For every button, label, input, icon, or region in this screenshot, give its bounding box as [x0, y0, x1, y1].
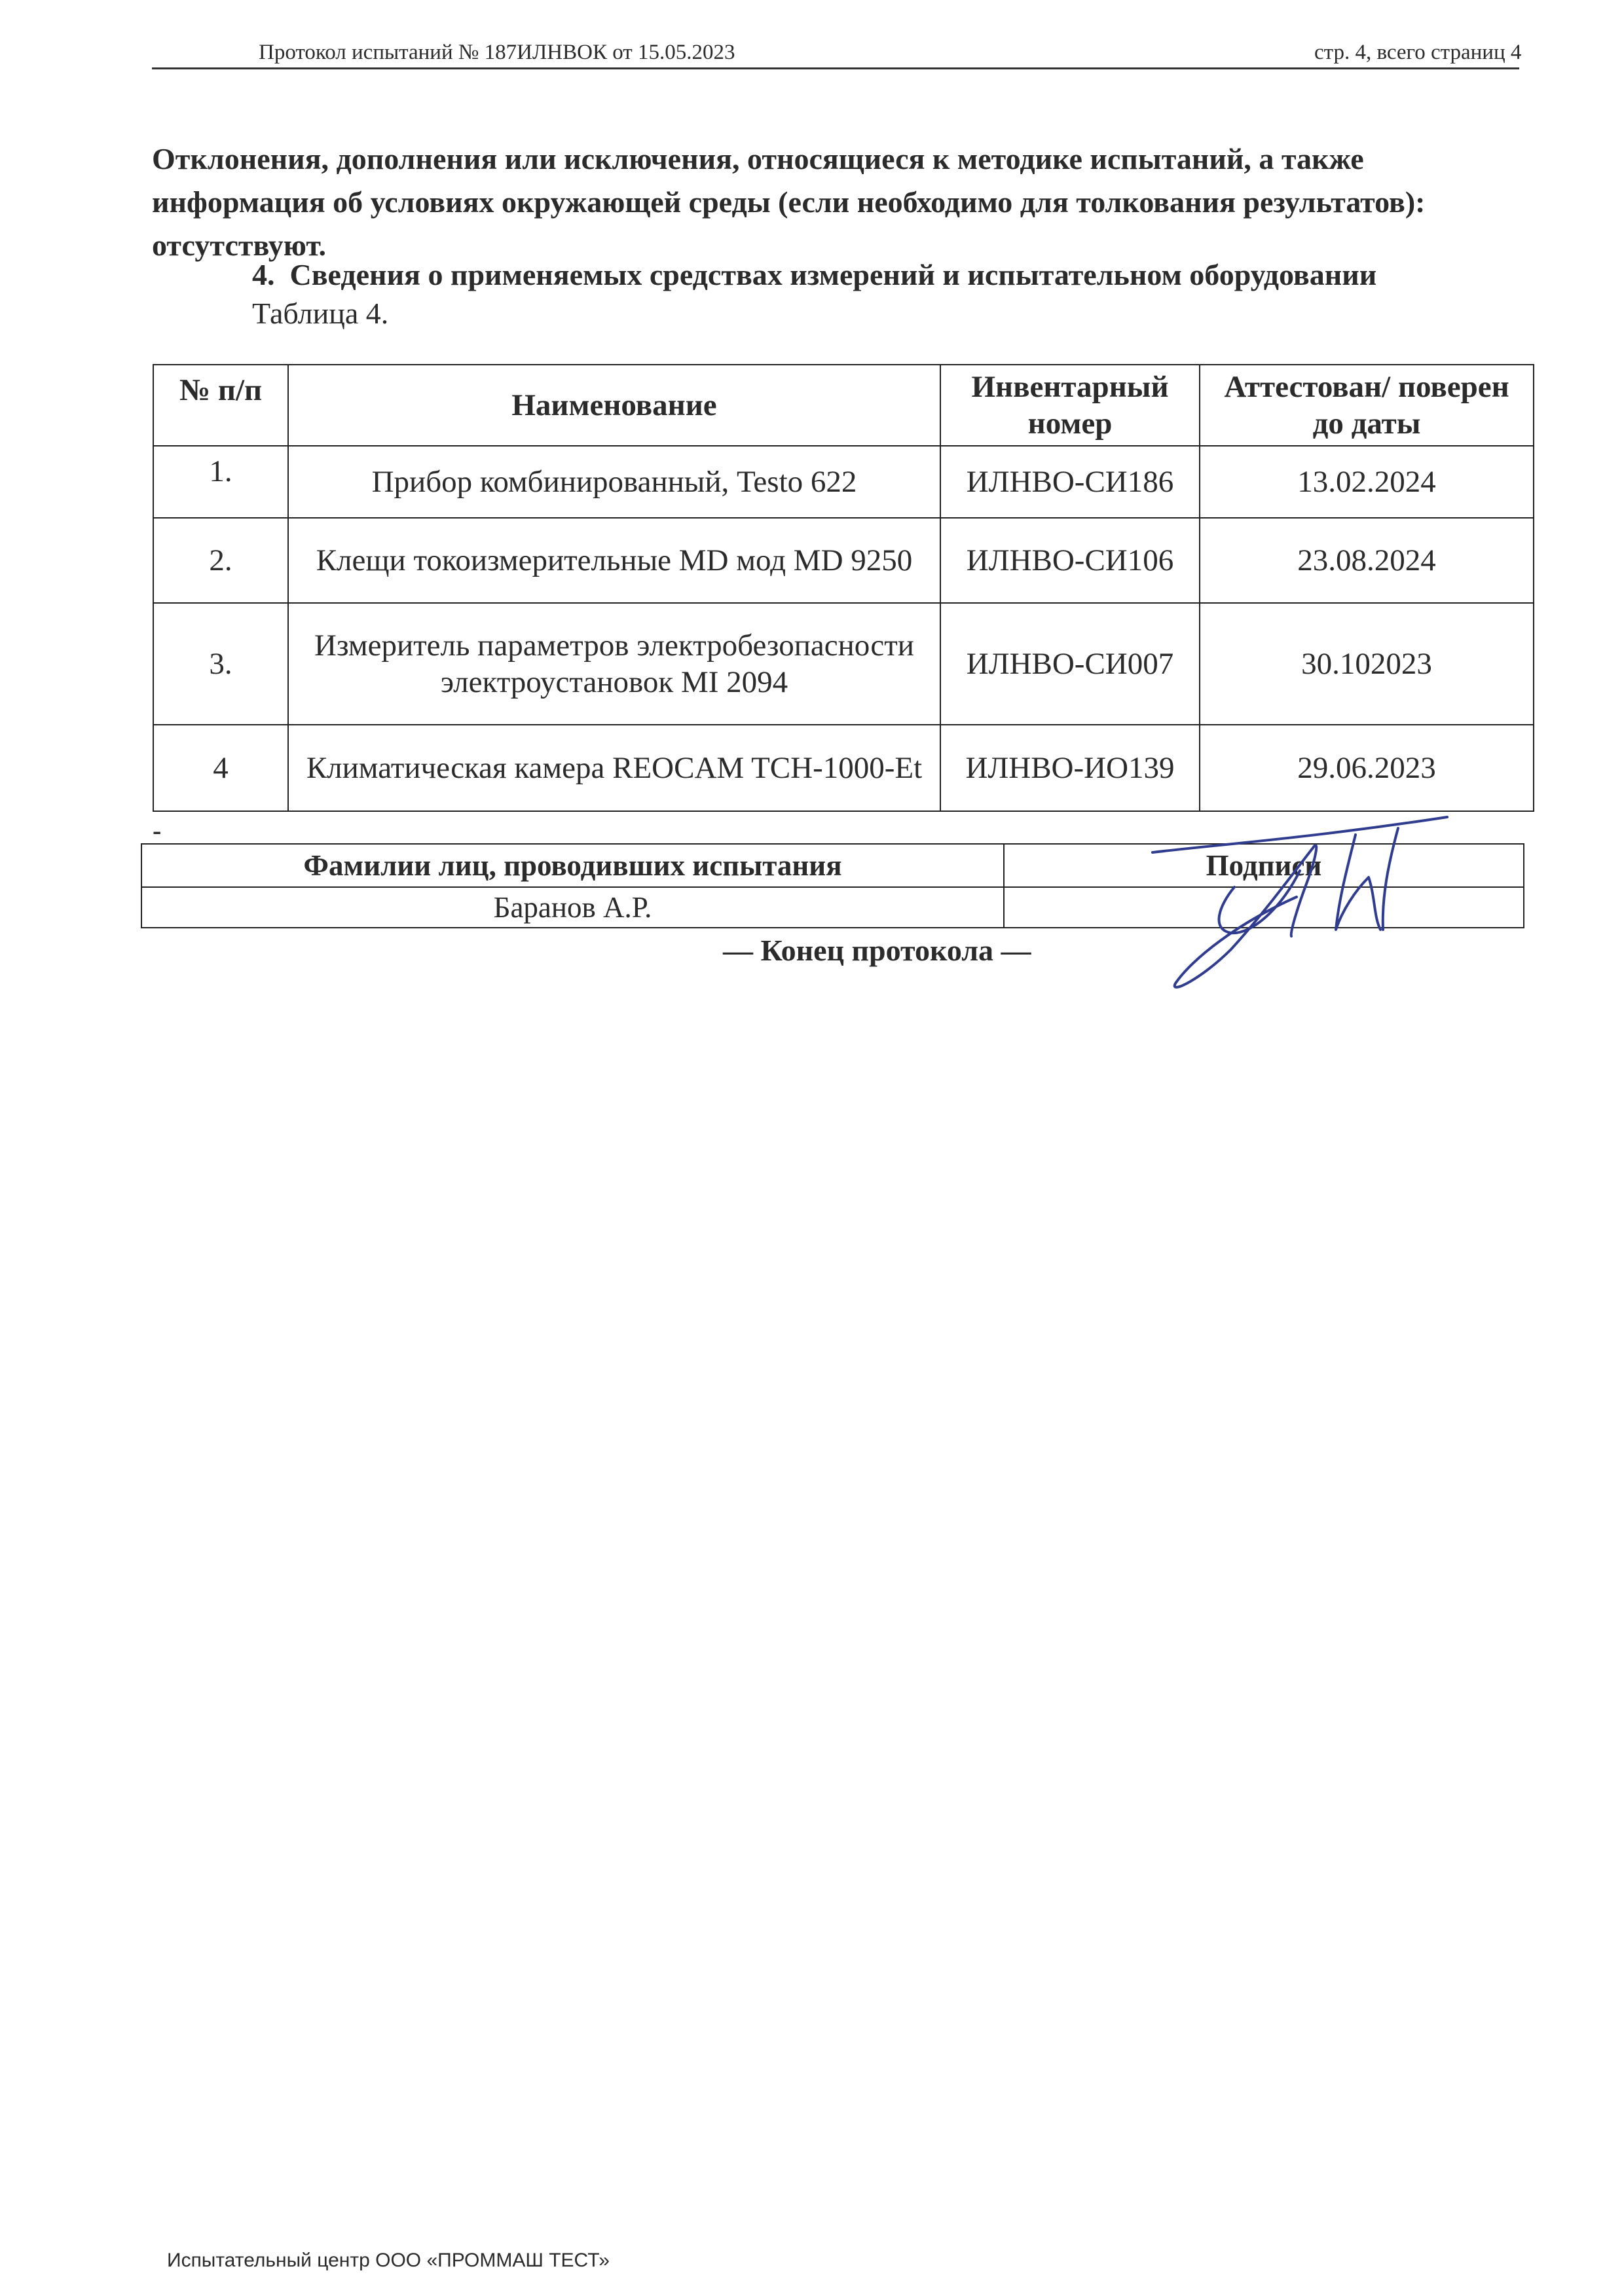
row-inventory: ИЛНВО-СИ007 [940, 603, 1200, 725]
handwritten-signature-icon [1139, 799, 1480, 995]
header-rule [152, 67, 1519, 69]
col-header-inventory: Инвентарный номер [940, 365, 1200, 446]
row-inventory: ИЛНВО-СИ186 [940, 446, 1200, 518]
section-4-heading [252, 257, 1376, 292]
page-counter: стр. 4, всего страниц 4 [1314, 41, 1522, 64]
col-header-num: № п/п [153, 365, 288, 446]
signature-stroke [1175, 845, 1316, 987]
end-of-protocol: — Конец протокола — [723, 934, 1031, 967]
row-num: 1. [153, 446, 288, 518]
row-date: 30.102023 [1200, 603, 1534, 725]
row-name: Прибор комбинированный, Testo 622 [288, 446, 940, 518]
signature-stroke [1336, 835, 1380, 930]
section-title: Сведения о применяемых средствах измерений и испытательном оборудовании [289, 258, 1377, 291]
col-header-signatures: Подписи [1004, 844, 1524, 887]
col-header-name: Наименование [288, 365, 940, 446]
section-number: 4. [252, 258, 275, 291]
row-date: 23.08.2024 [1200, 518, 1534, 603]
row-num: 4 [153, 725, 288, 811]
row-date: 13.02.2024 [1200, 446, 1534, 518]
row-name: Климатическая камера REOCAM TCH-1000-Et [288, 725, 940, 811]
table-row [153, 518, 1534, 603]
stray-dash: - [153, 816, 162, 845]
signature-stroke [1153, 817, 1447, 852]
row-inventory: ИЛНВО-ИО139 [940, 725, 1200, 811]
page-footer: Испытательный центр ООО «ПРОММАШ ТЕСТ» [167, 2250, 610, 2271]
protocol-header: Протокол испытаний № 187ИЛНВОК от 15.05.2023 [259, 41, 735, 64]
table-row [153, 603, 1534, 725]
row-date: 29.06.2023 [1200, 725, 1534, 811]
equipment-table [153, 364, 1534, 812]
tester-name: Баранов А.Р. [141, 887, 1004, 928]
row-num: 3. [153, 603, 288, 725]
col-header-date: Аттестован/ поверен до даты [1200, 365, 1534, 446]
col-header-names: Фамилии лиц, проводивших испытания [141, 844, 1004, 887]
table-caption: Таблица 4. [252, 297, 389, 330]
signature-stroke [1383, 828, 1398, 930]
row-num: 2. [153, 518, 288, 603]
table-header-row [153, 365, 1534, 446]
deviations-paragraph: Отклонения, дополнения или исключения, относящиеся к методике испытаний, а также информация об условиях окружающей среды (если необходимо для толкования результатов): отсутствуют. [152, 142, 1426, 262]
row-name: Измеритель параметров электробезопасности электроустановок MI 2094 [288, 603, 940, 725]
row-name: Клещи токоизмерительные MD мод MD 9250 [288, 518, 940, 603]
table-row [153, 446, 1534, 518]
row-inventory: ИЛНВО-СИ106 [940, 518, 1200, 603]
